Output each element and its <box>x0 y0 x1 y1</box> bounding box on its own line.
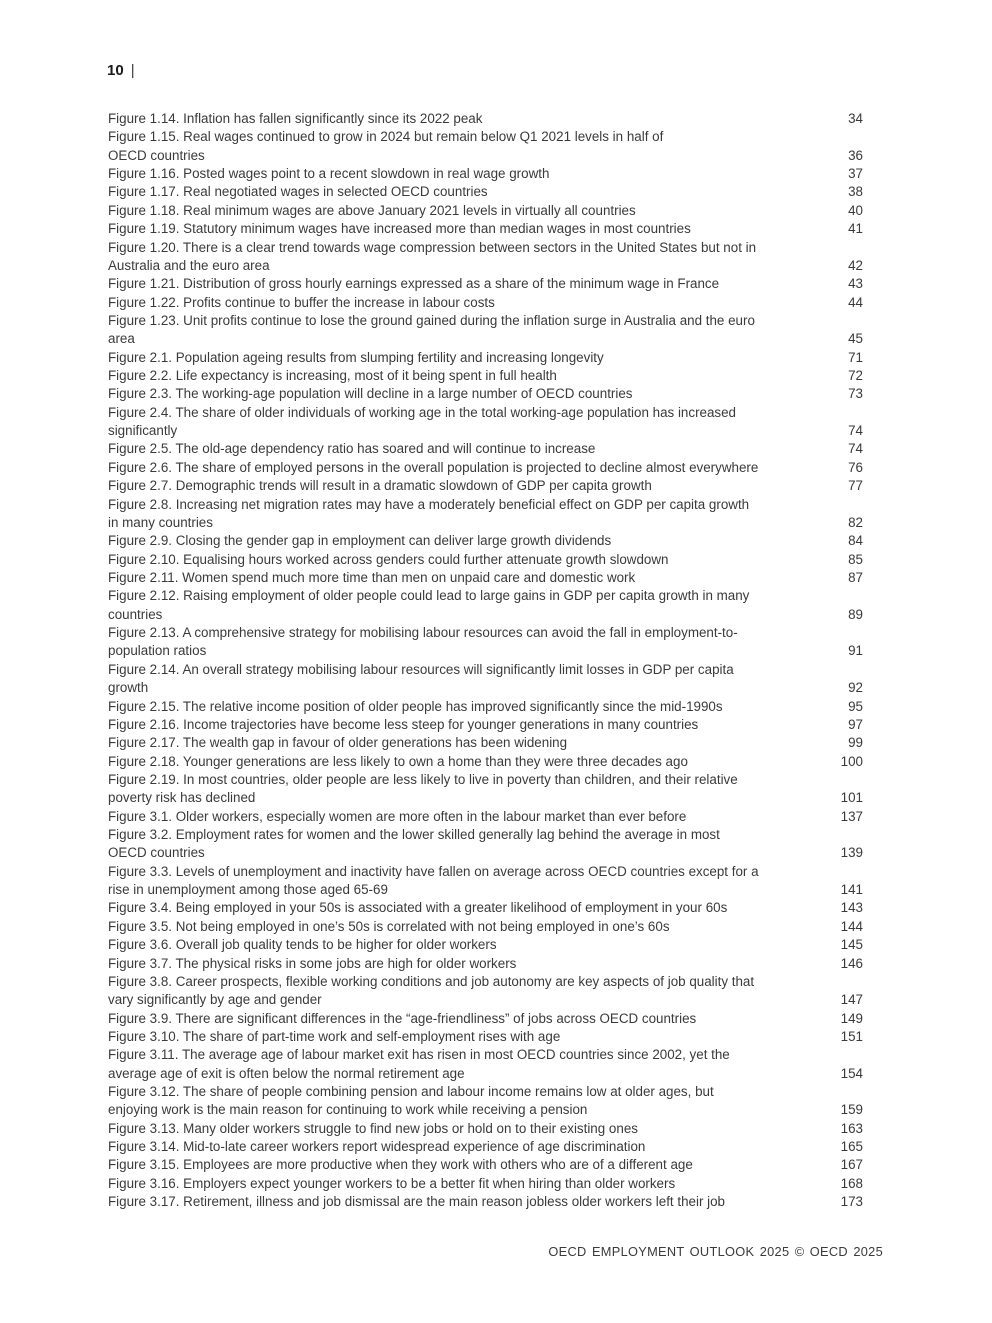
figure-list <box>108 110 863 1212</box>
toc-line <box>108 844 863 862</box>
toc-line <box>108 771 863 789</box>
page-header <box>107 61 135 81</box>
figure-page-number: 168 <box>840 1175 863 1191</box>
toc-line <box>108 1065 863 1083</box>
toc-line <box>108 899 863 917</box>
toc-entry <box>108 753 863 771</box>
figure-title: vary significantly by age and gender <box>108 992 322 1008</box>
toc-entry <box>108 477 863 495</box>
toc-line <box>108 294 863 312</box>
toc-line <box>108 422 863 440</box>
toc-line <box>108 734 863 752</box>
toc-line <box>108 716 863 734</box>
toc-entry <box>108 165 863 183</box>
figure-title: Figure 2.17. The wealth gap in favour of older generations has been widening <box>108 735 568 751</box>
toc-entry <box>108 110 863 128</box>
figure-title: Figure 3.12. The share of people combining pension and labour income remains low at older ages, but <box>108 1084 714 1100</box>
figure-title: Figure 2.9. Closing the gender gap in employment can deliver large growth dividends <box>108 533 612 549</box>
figure-page-number: 43 <box>848 276 863 292</box>
figure-title: Figure 1.16. Posted wages point to a recent slowdown in real wage growth <box>108 166 550 182</box>
figure-title: Figure 3.7. The physical risks in some jobs are high for older workers <box>108 955 517 971</box>
figure-page-number: 74 <box>848 441 863 457</box>
toc-entry <box>108 1175 863 1193</box>
figure-title: growth <box>108 680 149 696</box>
figure-title: population ratios <box>108 643 207 659</box>
toc-entry <box>108 294 863 312</box>
figure-title: Figure 2.3. The working-age population will decline in a large number of OECD countries <box>108 386 633 402</box>
toc-line <box>108 459 863 477</box>
figure-title: OECD countries <box>108 147 205 163</box>
toc-entry <box>108 826 863 863</box>
toc-line <box>108 1138 863 1156</box>
figure-title: Figure 2.14. An overall strategy mobilising labour resources will significantly limit losses in GDP per capita <box>108 661 734 677</box>
toc-entry <box>108 661 863 698</box>
figure-title: Figure 3.11. The average age of labour market exit has risen in most OECD countries since 2002, yet the <box>108 1047 730 1063</box>
toc-entry <box>108 1156 863 1174</box>
figure-title: Figure 2.15. The relative income position of older people has improved significantly since the mid-1990s <box>108 698 723 714</box>
toc-line <box>108 1175 863 1193</box>
toc-entry <box>108 899 863 917</box>
figure-page-number: 89 <box>848 606 863 622</box>
figure-page-number: 95 <box>848 698 863 714</box>
figure-title: rise in unemployment among those aged 65-69 <box>108 882 388 898</box>
toc-line <box>108 385 863 403</box>
toc-line <box>108 826 863 844</box>
figure-page-number: 44 <box>848 294 863 310</box>
figure-page-number: 149 <box>840 1010 863 1026</box>
figure-title: Figure 3.17. Retirement, illness and job dismissal are the main reason jobless older workers left their job <box>108 1194 726 1210</box>
toc-line <box>108 1156 863 1174</box>
toc-entry <box>108 808 863 826</box>
figure-page-number: 146 <box>840 955 863 971</box>
figure-title: countries <box>108 606 163 622</box>
toc-entry <box>108 385 863 403</box>
figure-page-number: 37 <box>848 166 863 182</box>
header-separator-bar: | <box>130 62 135 79</box>
figure-title: Figure 3.14. Mid-to-late career workers report widespread experience of age discrimination <box>108 1139 646 1155</box>
figure-title: Figure 2.19. In most countries, older people are less likely to live in poverty than children, and their relative <box>108 771 738 787</box>
figure-title: Figure 1.22. Profits continue to buffer the increase in labour costs <box>108 294 495 310</box>
figure-page-number: 42 <box>848 257 863 273</box>
figure-title: Figure 2.4. The share of older individuals of working age in the total working-age population has increased <box>108 404 737 420</box>
figure-page-number: 77 <box>848 478 863 494</box>
figure-page-number: 100 <box>840 753 863 769</box>
toc-line <box>108 808 863 826</box>
figure-title: Figure 2.18. Younger generations are less likely to own a home than they were three decades ago <box>108 753 688 769</box>
figure-title: Figure 2.2. Life expectancy is increasing, most of it being spent in full health <box>108 368 557 384</box>
toc-entry <box>108 551 863 569</box>
figure-title: Figure 2.1. Population ageing results from slumping fertility and increasing longevity <box>108 349 604 365</box>
figure-page-number: 40 <box>848 202 863 218</box>
toc-line <box>108 496 863 514</box>
figure-page-number: 97 <box>848 716 863 732</box>
figure-page-number: 141 <box>840 882 863 898</box>
toc-line <box>108 918 863 936</box>
figure-title: Figure 2.7. Demographic trends will result in a dramatic slowdown of GDP per capita growth <box>108 478 652 494</box>
toc-line <box>108 1120 863 1138</box>
figure-page-number: 165 <box>840 1139 863 1155</box>
toc-entry <box>108 955 863 973</box>
toc-line <box>108 1028 863 1046</box>
figure-title: Figure 3.5. Not being employed in one’s 50s is correlated with not being employed in one’s 60s <box>108 918 670 934</box>
figure-page-number: 71 <box>848 349 863 365</box>
toc-entry <box>108 716 863 734</box>
toc-line <box>108 275 863 293</box>
figure-title: Figure 1.18. Real minimum wages are above January 2021 levels in virtually all countries <box>108 202 636 218</box>
toc-entry <box>108 1193 863 1211</box>
toc-line <box>108 955 863 973</box>
figure-title: Figure 3.2. Employment rates for women and the lower skilled generally lag behind the average in most <box>108 827 720 843</box>
figure-title: Figure 3.10. The share of part-time work and self-employment rises with age <box>108 1028 561 1044</box>
figure-title: Figure 3.9. There are significant differences in the “age-friendliness” of jobs across OECD countries <box>108 1010 697 1026</box>
toc-entry <box>108 1010 863 1028</box>
toc-line <box>108 440 863 458</box>
toc-entry <box>108 128 863 165</box>
toc-line <box>108 165 863 183</box>
figure-page-number: 72 <box>848 368 863 384</box>
figure-title: Figure 2.13. A comprehensive strategy for mobilising labour resources can avoid the fall in employment-to- <box>108 625 738 641</box>
figure-page-number: 74 <box>848 423 863 439</box>
toc-line <box>108 202 863 220</box>
toc-line <box>108 753 863 771</box>
toc-line <box>108 367 863 385</box>
toc-entry <box>108 587 863 624</box>
figure-title: Figure 1.15. Real wages continued to grow in 2024 but remain below Q1 2021 levels in half of <box>108 129 664 145</box>
toc-line <box>108 110 863 128</box>
toc-entry <box>108 1120 863 1138</box>
figure-title: poverty risk has declined <box>108 790 256 806</box>
toc-entry <box>108 1046 863 1083</box>
toc-entry <box>108 973 863 1010</box>
figure-title: Figure 3.13. Many older workers struggle to find new jobs or hold on to their existing ones <box>108 1120 638 1136</box>
figure-title: OECD countries <box>108 845 205 861</box>
toc-line <box>108 642 863 660</box>
toc-line <box>108 147 863 165</box>
figure-title: Figure 2.12. Raising employment of older people could lead to large gains in GDP per capita growth in many <box>108 588 750 604</box>
toc-line <box>108 220 863 238</box>
figure-title: Figure 3.3. Levels of unemployment and inactivity have fallen on average across OECD countries except for a <box>108 863 759 879</box>
figure-page-number: 45 <box>848 331 863 347</box>
toc-entry <box>108 771 863 808</box>
toc-entry <box>108 624 863 661</box>
figure-page-number: 38 <box>848 184 863 200</box>
figure-title: Figure 1.21. Distribution of gross hourly earnings expressed as a share of the minimum wage in France <box>108 276 720 292</box>
toc-entry <box>108 569 863 587</box>
toc-line <box>108 128 863 146</box>
toc-entry <box>108 1083 863 1120</box>
figure-page-number: 163 <box>840 1120 863 1136</box>
figure-title: Figure 3.1. Older workers, especially women are more often in the labour market than ever before <box>108 808 687 824</box>
toc-line <box>108 312 863 330</box>
page-footer <box>548 1244 883 1260</box>
toc-line <box>108 1010 863 1028</box>
figure-title: Figure 3.8. Career prospects, flexible working conditions and job autonomy are key aspects of job quality that <box>108 973 755 989</box>
toc-entry <box>108 440 863 458</box>
figure-page-number: 144 <box>840 918 863 934</box>
figure-title: average age of exit is often below the normal retirement age <box>108 1065 465 1081</box>
toc-line <box>108 1046 863 1064</box>
toc-entry <box>108 349 863 367</box>
figure-title: significantly <box>108 423 178 439</box>
toc-entry <box>108 239 863 276</box>
figure-title: Figure 1.19. Statutory minimum wages have increased more than median wages in most countries <box>108 221 691 237</box>
figure-title: Australia and the euro area <box>108 257 270 273</box>
toc-line <box>108 789 863 807</box>
figure-title: Figure 1.20. There is a clear trend towards wage compression between sectors in the United States but not in <box>108 239 757 255</box>
toc-entry <box>108 312 863 349</box>
toc-line <box>108 1083 863 1101</box>
figure-page-number: 34 <box>848 111 863 126</box>
figure-page-number: 91 <box>848 643 863 659</box>
figure-page-number: 167 <box>840 1157 863 1173</box>
toc-line <box>108 863 863 881</box>
toc-line <box>108 698 863 716</box>
page-number: 10 <box>107 62 124 79</box>
toc-line <box>108 349 863 367</box>
figure-title: Figure 3.6. Overall job quality tends to be higher for older workers <box>108 937 497 953</box>
footer-text: OECD EMPLOYMENT OUTLOOK 2025 © OECD 2025 <box>548 1244 883 1259</box>
toc-entry <box>108 220 863 238</box>
toc-entry <box>108 404 863 441</box>
figure-page-number: 36 <box>848 147 863 163</box>
toc-line <box>108 477 863 495</box>
toc-line <box>108 404 863 422</box>
figure-title: area <box>108 331 135 347</box>
figure-title: in many countries <box>108 514 213 530</box>
figure-title: Figure 1.23. Unit profits continue to lose the ground gained during the inflation surge in Australia and the euro <box>108 312 755 328</box>
toc-line <box>108 551 863 569</box>
figure-title: Figure 2.5. The old-age dependency ratio has soared and will continue to increase <box>108 441 596 457</box>
toc-line <box>108 587 863 605</box>
toc-line <box>108 606 863 624</box>
toc-line <box>108 991 863 1009</box>
figure-page-number: 143 <box>840 900 863 916</box>
figure-page-number: 87 <box>848 569 863 585</box>
figure-page-number: 41 <box>848 221 863 237</box>
figure-page-number: 101 <box>840 790 863 806</box>
toc-entry <box>108 496 863 533</box>
toc-line <box>108 1193 863 1211</box>
figure-title: Figure 3.4. Being employed in your 50s is associated with a greater likelihood of employment in your 60s <box>108 900 728 916</box>
toc-line <box>108 936 863 954</box>
figure-page-number: 145 <box>840 937 863 953</box>
toc-entry <box>108 202 863 220</box>
toc-entry <box>108 918 863 936</box>
toc-entry <box>108 863 863 900</box>
figure-page-number: 154 <box>840 1065 863 1081</box>
figure-page-number: 85 <box>848 551 863 567</box>
figure-page-number: 84 <box>848 533 863 549</box>
toc-line <box>108 624 863 642</box>
toc-entry <box>108 734 863 752</box>
toc-line <box>108 532 863 550</box>
toc-line <box>108 1101 863 1119</box>
figure-title: Figure 3.15. Employees are more productive when they work with others who are of a different age <box>108 1157 693 1173</box>
toc-entry <box>108 1028 863 1046</box>
figure-title: Figure 2.16. Income trajectories have become less steep for younger generations in many countries <box>108 716 699 732</box>
toc-entry <box>108 183 863 201</box>
toc-line <box>108 679 863 697</box>
toc-line <box>108 257 863 275</box>
figure-page-number: 73 <box>848 386 863 402</box>
toc-entry <box>108 459 863 477</box>
figure-title: Figure 2.8. Increasing net migration rates may have a moderately beneficial effect on GDP per capita growth <box>108 496 750 512</box>
figure-page-number: 147 <box>840 992 863 1008</box>
figure-title: enjoying work is the main reason for continuing to work while receiving a pension <box>108 1102 588 1118</box>
toc-entry <box>108 1138 863 1156</box>
figure-title: Figure 2.11. Women spend much more time than men on unpaid care and domestic work <box>108 569 636 585</box>
figure-page-number: 137 <box>840 808 863 824</box>
figure-title: Figure 2.10. Equalising hours worked across genders could further attenuate growth slowdown <box>108 551 669 567</box>
figure-page-number: 159 <box>840 1102 863 1118</box>
toc-entry <box>108 532 863 550</box>
toc-entry <box>108 275 863 293</box>
figure-page-number: 173 <box>840 1194 863 1210</box>
toc-line <box>108 239 863 257</box>
figure-page-number: 76 <box>848 459 863 475</box>
toc-entry <box>108 698 863 716</box>
figure-page-number: 82 <box>848 514 863 530</box>
figure-page-number: 99 <box>848 735 863 751</box>
toc-line <box>108 881 863 899</box>
toc-line <box>108 514 863 532</box>
figure-page-number: 92 <box>848 680 863 696</box>
toc-line <box>108 661 863 679</box>
figure-title: Figure 1.14. Inflation has fallen significantly since its 2022 peak <box>108 111 483 126</box>
figure-title: Figure 2.6. The share of employed persons in the overall population is projected to decline almost everywhere <box>108 459 759 475</box>
figure-title: Figure 1.17. Real negotiated wages in selected OECD countries <box>108 184 488 200</box>
toc-line <box>108 973 863 991</box>
toc-entry <box>108 936 863 954</box>
toc-line <box>108 183 863 201</box>
toc-line <box>108 330 863 348</box>
figure-page-number: 139 <box>840 845 863 861</box>
toc-line <box>108 569 863 587</box>
figure-page-number: 151 <box>840 1028 863 1044</box>
toc-entry <box>108 367 863 385</box>
figure-title: Figure 3.16. Employers expect younger workers to be a better fit when hiring than older workers <box>108 1175 676 1191</box>
